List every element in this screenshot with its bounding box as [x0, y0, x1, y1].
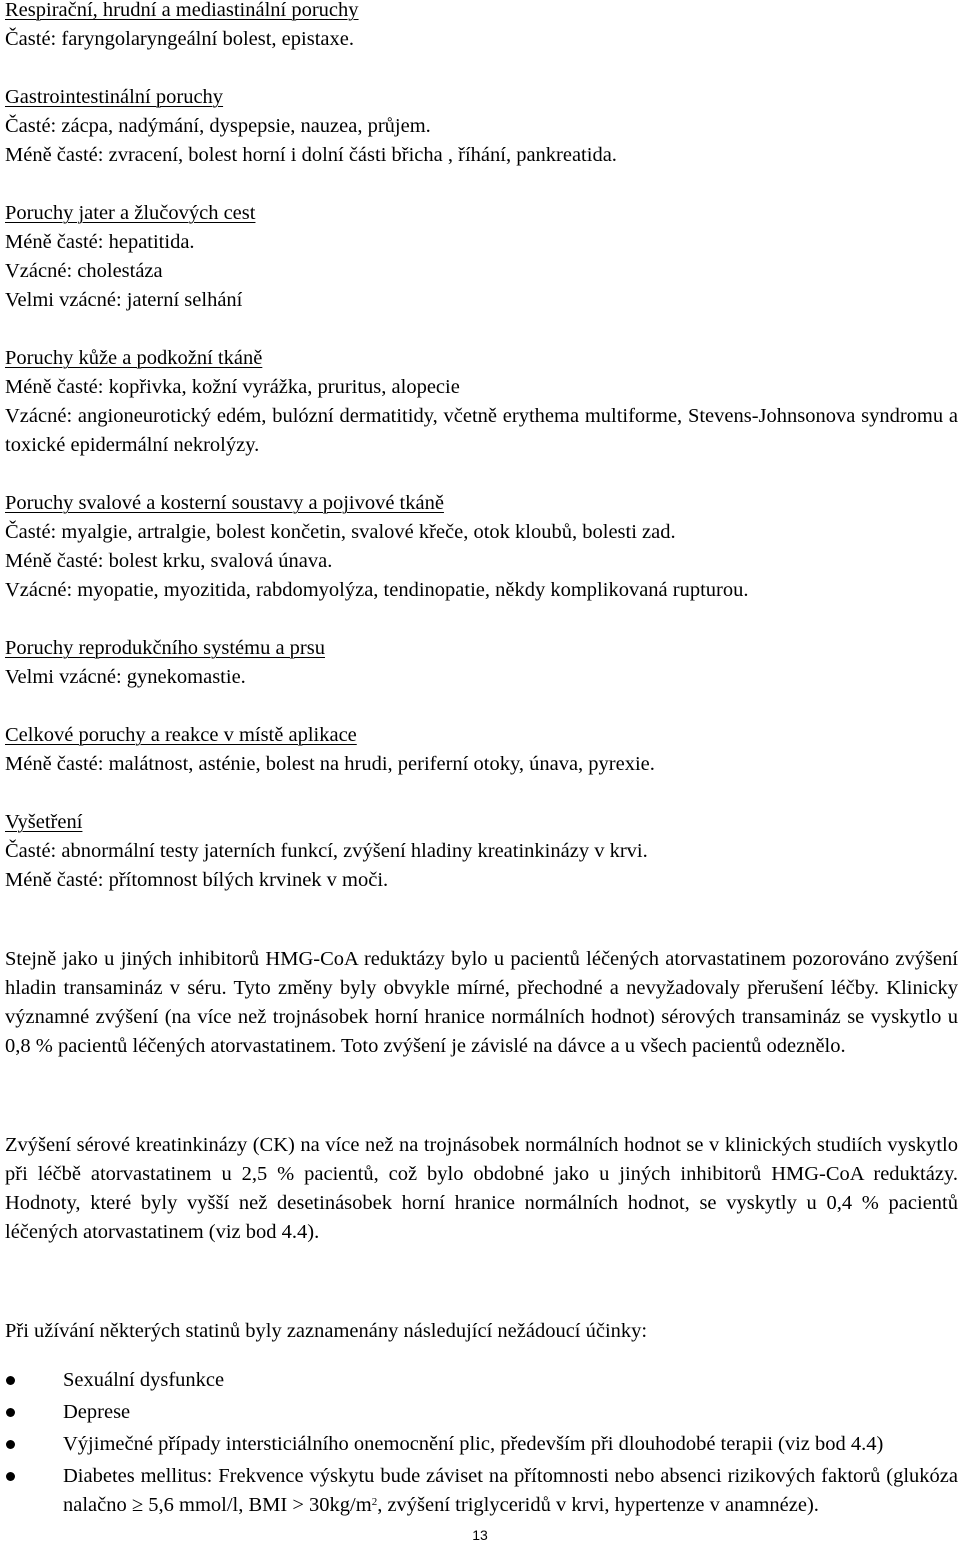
section-line: Časté: faryngolaryngeální bolest, epistaxe. [5, 28, 354, 50]
section-line: Vzácné: cholestáza [5, 260, 163, 282]
section-heading: Poruchy svalové a kosterní soustavy a pojivové tkáně [5, 492, 444, 514]
superscript: 2 [371, 1496, 378, 1508]
section-line: Velmi vzácné: jaterní selhání [5, 289, 243, 311]
list-item-text: 5,6 mmol/l, BMI > 30kg/m [143, 1494, 372, 1516]
statins-intro: Při užívání některých statinů byly zaznamenány následující nežádoucí účinky: [5, 1319, 648, 1342]
list-item [5, 1366, 958, 1395]
list-item-text: Sexuální dysfunkce [63, 1369, 225, 1391]
bullet-icon [6, 1440, 15, 1449]
section-line: Méně časté: zvracení, bolest horní i dolní části břicha , říhání, pankreatida. [5, 144, 617, 166]
list-item-text: Deprese [63, 1401, 131, 1423]
section-line: Časté: abnormální testy jaterních funkcí, zvýšení hladiny kreatinkinázy v krvi. [5, 840, 648, 862]
section-musculoskeletal [5, 489, 958, 605]
section-heading: Vyšetření [5, 811, 83, 833]
section-line: Velmi vzácné: gynekomastie. [5, 666, 246, 688]
section-heading: Celkové poruchy a reakce v místě aplikace [5, 724, 357, 746]
section-liver [5, 199, 958, 315]
bullet-icon [6, 1408, 15, 1417]
section-respiratory [5, 0, 958, 54]
geq-symbol: ≥ [131, 1494, 144, 1516]
section-heading: Poruchy kůže a podkožní tkáně [5, 347, 263, 369]
section-line: Časté: zácpa, nadýmání, dyspepsie, nauzea, průjem. [5, 115, 431, 137]
bullet-icon [6, 1472, 15, 1481]
section-reproductive [5, 634, 958, 692]
section-skin [5, 344, 958, 460]
section-heading: Gastrointestinální poruchy [5, 86, 224, 108]
section-line: Méně časté: malátnost, asténie, bolest na hrudi, periferní otoky, únava, pyrexie. [5, 753, 655, 775]
section-investigations [5, 808, 958, 895]
section-heading: Poruchy reprodukčního systému a prsu [5, 637, 325, 659]
statins-effects-list [5, 1366, 958, 1520]
section-line: Méně časté: bolest krku, svalová únava. [5, 550, 333, 572]
section-line: Méně časté: kopřivka, kožní vyrážka, pruritus, alopecie [5, 376, 460, 398]
paragraph-creatine-kinase: Zvýšení sérové kreatinkinázy (CK) na více než na trojnásobek normálních hodnot se v klinických studiích vyskytlo při léčbě atorvastatinem u 2,5 % pacientů, což bylo obdobné jako u jiných inhibitorů HMG-CoA reduktázy. Hodnoty, které byly vyšší než desetinásobek horní hranice normálních hodnot, se vyskytly u 0,4 % pacientů léčených atorvastatinem (viz bod 4.4). [5, 1133, 958, 1243]
list-item-text: Výjimečné případy intersticiálního onemocnění plic, především při dlouhodobé terapii (viz bod 4.4) [63, 1433, 884, 1455]
document-body [5, 0, 958, 1520]
section-line: Méně časté: hepatitida. [5, 231, 195, 253]
list-item [5, 1398, 958, 1427]
list-item-text: Diabetes mellitus: Frekvence výskytu bude záviset na přítomnosti nebo absenci rizikových faktorů (glukóza nalačno [63, 1465, 958, 1516]
section-line: Časté: myalgie, artralgie, bolest končetin, svalové křeče, otok kloubů, bolesti zad. [5, 521, 676, 543]
section-general [5, 721, 958, 779]
section-heading: Poruchy jater a žlučových cest [5, 202, 256, 224]
list-item [5, 1430, 958, 1459]
paragraph-transaminases: Stejně jako u jiných inhibitorů HMG-CoA reduktázy bylo u pacientů léčených atorvastatinem pozorováno zvýšení hladin transamináz v séru. Tyto změny byly obvykle mírné, přechodné a nevyžadovaly přerušení léčby. Klinicky významné zvýšení (na více než trojnásobek horní hranice normálních hodnot) sérových transamináz se vyskytlo u 0,8 % pacientů léčených atorvastatinem. Toto zvýšení je závislé na dávce a u všech pacientů odeznělo. [5, 947, 958, 1057]
list-item-diabetes [5, 1462, 958, 1520]
section-line: Méně časté: přítomnost bílých krvinek v moči. [5, 869, 389, 891]
section-heading: Respirační, hrudní a mediastinální poruchy [5, 0, 359, 21]
page-number: 13 [472, 1527, 488, 1543]
bullet-icon [6, 1376, 15, 1385]
section-line: Vzácné: angioneurotický edém, bulózní dermatitidy, včetně erythema multiforme, Stevens-Johnsonova syndromu a toxické epidermální nekrolýzy. [5, 405, 958, 456]
list-item-text: , zvýšení triglyceridů v krvi, hypertenze v anamnéze). [377, 1494, 819, 1516]
section-gastrointestinal [5, 83, 958, 170]
section-line: Vzácné: myopatie, myozitida, rabdomyolýza, tendinopatie, někdy komplikovaná rupturou. [5, 579, 749, 601]
